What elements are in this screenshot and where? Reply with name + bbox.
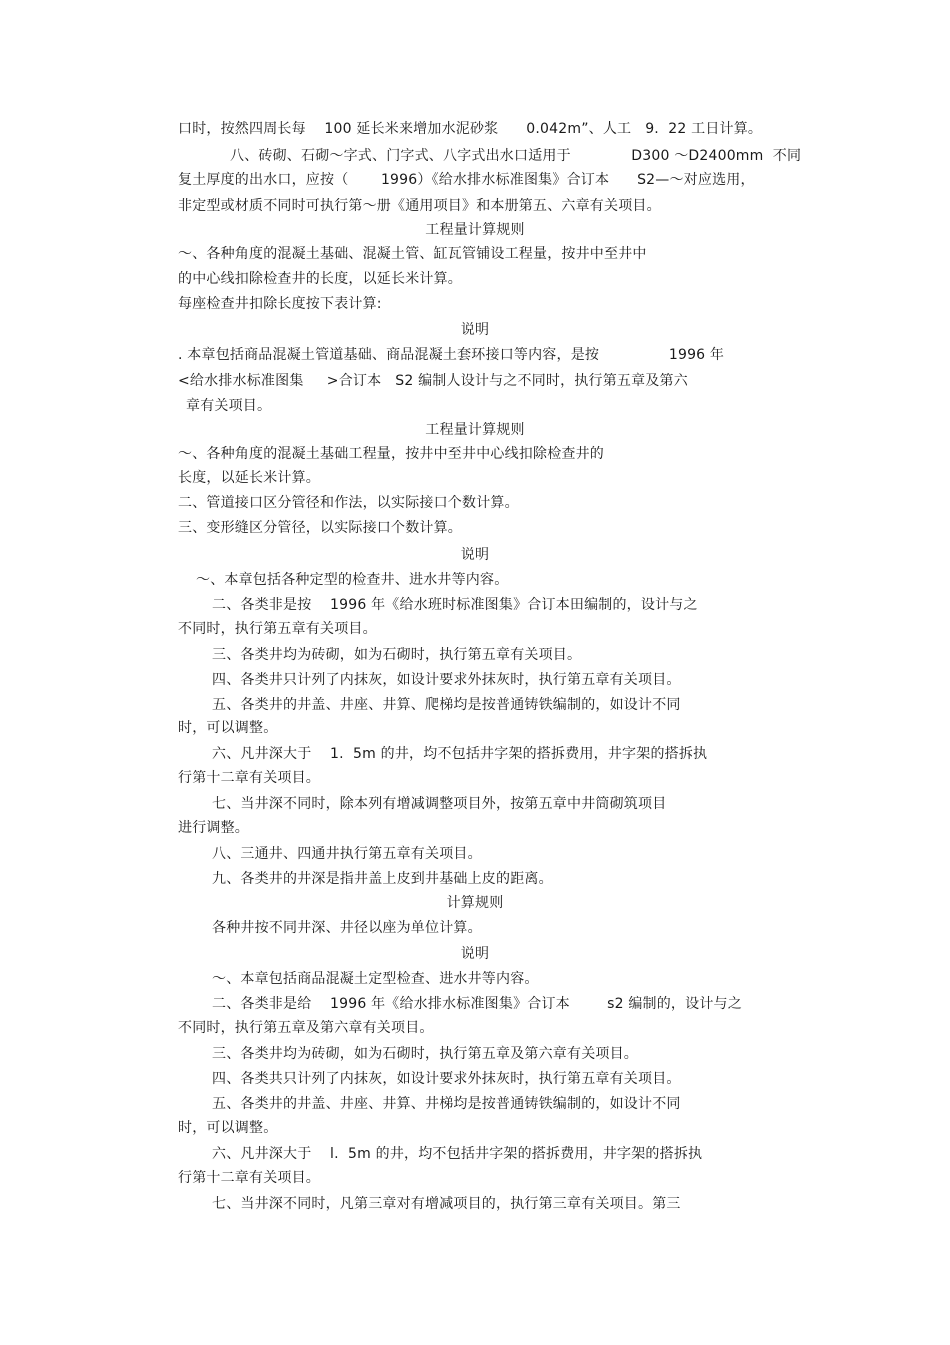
text-line: 章有关项目。 <box>186 398 272 414</box>
text-line: 六、凡井深大于 l. 5m 的井，均不包括井字架的搭拆费用，井字架的搭拆执 <box>212 1146 703 1162</box>
text-line: ～、各种角度的混凝土基础、混凝土管、缸瓦管铺设工程量，按井中至井中 <box>178 246 647 262</box>
text-line: 九、各类井的井深是指井盖上皮到井基础上皮的距离。 <box>212 871 553 887</box>
text-line: 四、各类井只计列了内抹灰，如设计要求外抹灰时，执行第五章有关项目。 <box>212 672 681 688</box>
text-line: 七、当井深不同时，凡第三章对有增减项目的，执行第三章有关项目。第三 <box>212 1196 681 1212</box>
text-line: 的中心线扣除检查井的长度，以延长米计算。 <box>178 271 462 287</box>
text-line: 七、当井深不同时，除本列有增减调整项目外，按第五章中井筒砌筑项目 <box>212 796 667 812</box>
text-line: 复土厚度的出水口，应按（ 1996）《给水排水标准图集》合订本 S2—～对应选用， <box>178 172 755 188</box>
text-line: 二、各类非是按 1996 年《给水班时标准图集》合订本田编制的，设计与之 <box>212 597 698 613</box>
section-heading: 工程量计算规则 <box>425 422 525 438</box>
text-line: ～、本章包括商品混凝土定型检查、进水井等内容。 <box>212 971 539 987</box>
text-line: 二、管道接口区分管径和作法，以实际接口个数计算。 <box>178 495 519 511</box>
text-line: 时，可以调整。 <box>178 720 278 736</box>
section-heading: 说明 <box>460 946 490 962</box>
text-line: 进行调整。 <box>178 820 249 836</box>
text-line: 行第十二章有关项目。 <box>178 1170 320 1186</box>
text-line: ～、各种角度的混凝土基础工程量，按井中至井中心线扣除检查井的 <box>178 446 604 462</box>
text-line: 六、凡井深大于 1. 5m 的井，均不包括井字架的搭拆费用，井字架的搭拆执 <box>212 746 708 762</box>
section-heading: 计算规则 <box>446 895 504 911</box>
text-line: 各种井按不同井深、井径以座为单位计算。 <box>212 920 482 936</box>
text-line: 八、三通井、四通井执行第五章有关项目。 <box>212 846 482 862</box>
text-line: 时，可以调整。 <box>178 1120 278 1136</box>
text-line: 行第十二章有关项目。 <box>178 770 320 786</box>
text-line: 三、变形缝区分管径，以实际接口个数计算。 <box>178 520 462 536</box>
text-line: 五、各类井的井盖、井座、井算、爬梯均是按普通铸铁编制的，如设计不同 <box>212 697 681 713</box>
text-line: ～、本章包括各种定型的检查井、进水井等内容。 <box>196 572 509 588</box>
text-line: 八、砖砌、石砌～字式、门字式、八字式出水口适用于 D300 ～D2400mm 不同 <box>230 148 802 164</box>
text-line: 不同时，执行第五章有关项目。 <box>178 621 377 637</box>
text-line: 三、各类井均为砖砌，如为石砌时，执行第五章及第六章有关项目。 <box>212 1046 638 1062</box>
text-line: 二、各类非是给 1996 年《给水排水标准图集》合订本 s2 编制的，设计与之 <box>212 996 742 1012</box>
text-line: 口时，按然四周长每 100 延长米来增加水泥砂浆 0.042m”、人工 9. 22 工日计算。 <box>178 121 763 137</box>
text-line: 三、各类井均为砖砌，如为石砌时，执行第五章有关项目。 <box>212 647 582 663</box>
text-line: 五、各类井的井盖、井座、井算、井梯均是按普通铸铁编制的，如设计不同 <box>212 1096 681 1112</box>
text-line: . 本章包括商品混凝土管道基础、商品混凝土套环接口等内容，是按 1996 年 <box>178 347 725 363</box>
section-heading: 工程量计算规则 <box>425 222 525 238</box>
text-line: 不同时，执行第五章及第六章有关项目。 <box>178 1020 434 1036</box>
section-heading: 说明 <box>460 322 490 338</box>
text-line: 非定型或材质不同时可执行第～册《通用项目》和本册第五、六章有关项目。 <box>178 198 661 214</box>
text-line: 每座检查井扣除长度按下表计算: <box>178 296 382 312</box>
text-line: <给水排水标准图集 >合订本 S2 编制人设计与之不同时，执行第五章及第六 <box>178 373 688 389</box>
text-line: 四、各类共只计列了内抹灰，如设计要求外抹灰时，执行第五章有关项目。 <box>212 1071 681 1087</box>
section-heading: 说明 <box>460 547 490 563</box>
text-line: 长度，以延长米计算。 <box>178 470 320 486</box>
